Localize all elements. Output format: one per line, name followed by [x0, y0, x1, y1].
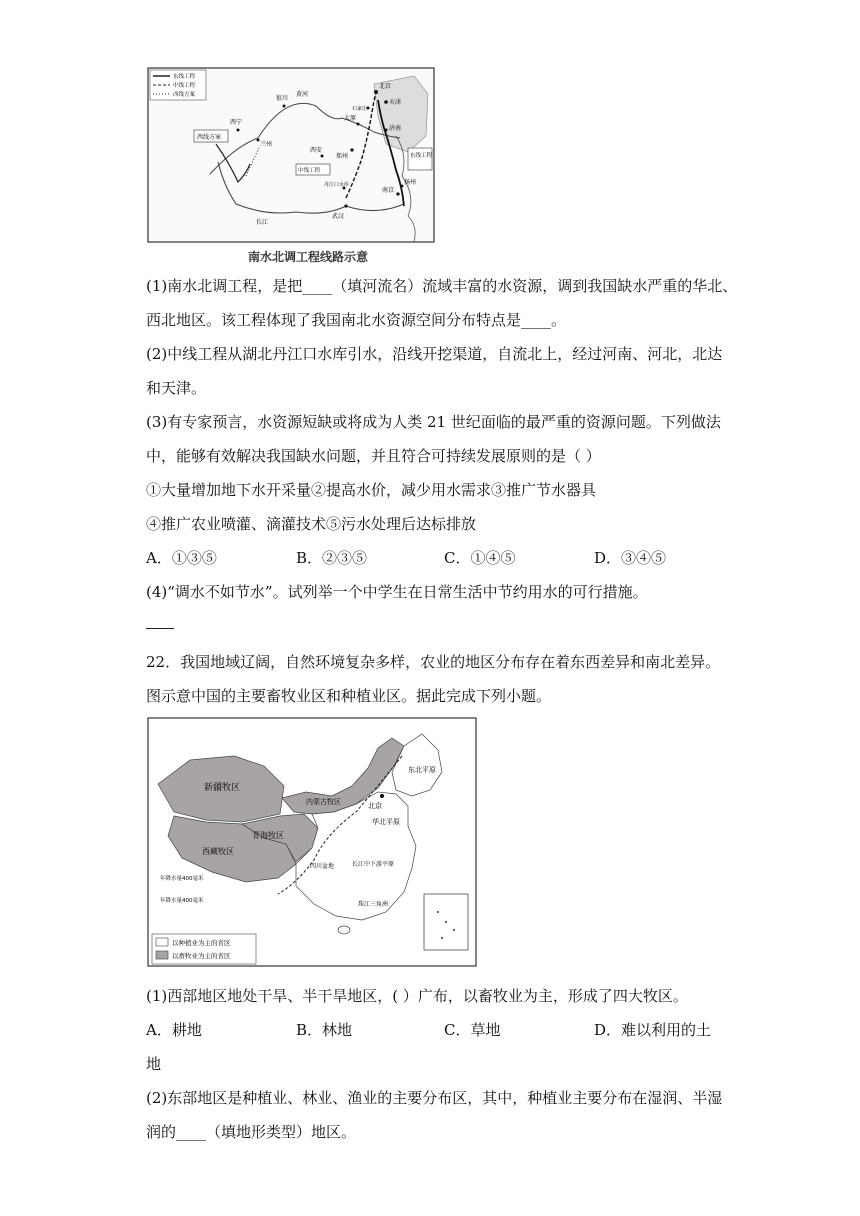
region-inner-mongolia: 内蒙古牧区	[306, 798, 341, 806]
legend-middle: 中线工程	[173, 83, 196, 89]
q21-p4-line1: (4)“调水不如节水”。试列举一个中学生在日常生活中节约用水的可行措施。	[146, 583, 648, 601]
city-xian: 西安	[310, 147, 323, 154]
q21-p1-line2: 西北地区。该工程体现了我国南北水资源空间分布特点是____。	[146, 311, 567, 329]
city-beijing: 北京	[379, 83, 392, 90]
label-east-route: 东线工程	[410, 153, 433, 159]
q21-option-a: A．①③⑤	[146, 549, 217, 567]
q21-p2-line1: (2)中线工程从湖北丹江口水库引水，沿线开挖渠道，自流北上，经过河南、河北，北达	[146, 345, 723, 363]
city-xining: 西宁	[230, 119, 243, 126]
q21-p3-line2: 中，能够有效解决我国缺水问题，并且符合可持续发展原则的是（ ）	[146, 447, 601, 465]
q21-p3-line4: ④推广农业喷灌、滴灌技术⑤污水处理后达标排放	[146, 515, 477, 533]
label-huanghe: 黄河	[296, 91, 309, 98]
q22-q1-option-b: B．林地	[296, 1021, 353, 1039]
q22-q1-option-a: A．耕地	[146, 1021, 202, 1039]
legend-pastoral: 以畜牧业为主的省区	[172, 952, 231, 960]
q21-option-b: B．②③⑤	[296, 549, 368, 567]
label-changjiang: 长江	[256, 219, 269, 226]
legend-west: 西线方案	[173, 92, 196, 98]
q21-p3-line1: (3)有专家预言，水资源短缺或将成为人类 21 世纪面临的最严重的资源问题。下列做法	[146, 413, 721, 431]
q22-q1-line1: (1)西部地区地处干旱、半干旱地区，( ）广布，以畜牧业为主，形成了四大牧区。	[146, 987, 688, 1005]
q21-p1-line1: (1)南水北调工程，是把____（填河流名）流域丰富的水资源，调到我国缺水严重的华北、	[146, 277, 738, 295]
city-beijing-2: 北京	[368, 802, 382, 810]
region-tibet: 西藏牧区	[202, 847, 234, 856]
answer-blank-line	[146, 628, 174, 629]
q21-option-c: C．①④⑤	[444, 549, 516, 567]
city-yangzhou: 扬州	[404, 179, 417, 186]
agriculture-map	[146, 716, 478, 968]
q22-intro-line1: 22．我国地域辽阔，自然环境复杂多样，农业的地区分布存在着东西差异和南北差异。	[146, 653, 721, 671]
city-taiyuan: 太原	[344, 115, 357, 122]
city-zhengzhou: 郑州	[336, 153, 349, 160]
city-lanzhou: 兰州	[260, 141, 273, 148]
map1-caption: 南水北调工程线路示意	[248, 250, 369, 264]
city-wuhan: 武汉	[332, 213, 345, 220]
label-middle-route: 中线工程	[298, 168, 321, 174]
region-qinghai: 青海牧区	[252, 831, 284, 840]
q22-q2-line2: 润的____（填地形类型）地区。	[146, 1123, 357, 1141]
city-jinan: 济南	[389, 125, 402, 132]
isohyet-label-1: 年降水量400毫米	[160, 876, 204, 882]
legend-east: 东线工程	[173, 74, 196, 80]
label-danjiangkou: 丹江口水库	[324, 182, 350, 188]
city-yinchuan: 银川	[276, 95, 289, 102]
region-north-china-plain: 华北平原	[372, 818, 400, 826]
q22-q1-option-c: C．草地	[444, 1021, 501, 1039]
legend-cropland: 以种植业为主的省区	[172, 939, 231, 947]
region-northeast-plain: 东北平原	[408, 766, 436, 774]
region-yangtze-plain: 长江中下游平原	[352, 861, 395, 868]
q22-q2-line1: (2)东部地区是种植业、林业、渔业的主要分布区，其中，种植业主要分布在湿润、半湿	[146, 1089, 723, 1107]
city-nanjing: 南京	[382, 187, 395, 194]
water-diversion-map	[146, 66, 436, 244]
q21-p3-line3: ①大量增加地下水开采量②提高水价，减少用水需求③推广节水器具	[146, 481, 597, 499]
region-xinjiang: 新疆牧区	[204, 783, 241, 793]
q21-option-d: D．③④⑤	[594, 549, 667, 567]
region-sichuan-basin: 四川盆地	[310, 863, 335, 870]
q22-intro-line2: 图示意中国的主要畜牧业区和种植业区。据此完成下列小题。	[146, 687, 552, 705]
region-pearl-delta: 珠江三角洲	[358, 901, 389, 908]
isohyet-label-2: 年降水量400毫米	[160, 898, 204, 904]
q22-q1-wrap: 地	[146, 1055, 162, 1073]
q21-p2-line2: 和天津。	[146, 379, 207, 397]
q22-q1-option-d: D．难以利用的土	[594, 1021, 712, 1039]
label-west-route: 西线方案	[197, 134, 222, 141]
city-tianjin: 天津	[389, 99, 402, 106]
city-shijiazhuang: 石家庄	[352, 106, 368, 112]
